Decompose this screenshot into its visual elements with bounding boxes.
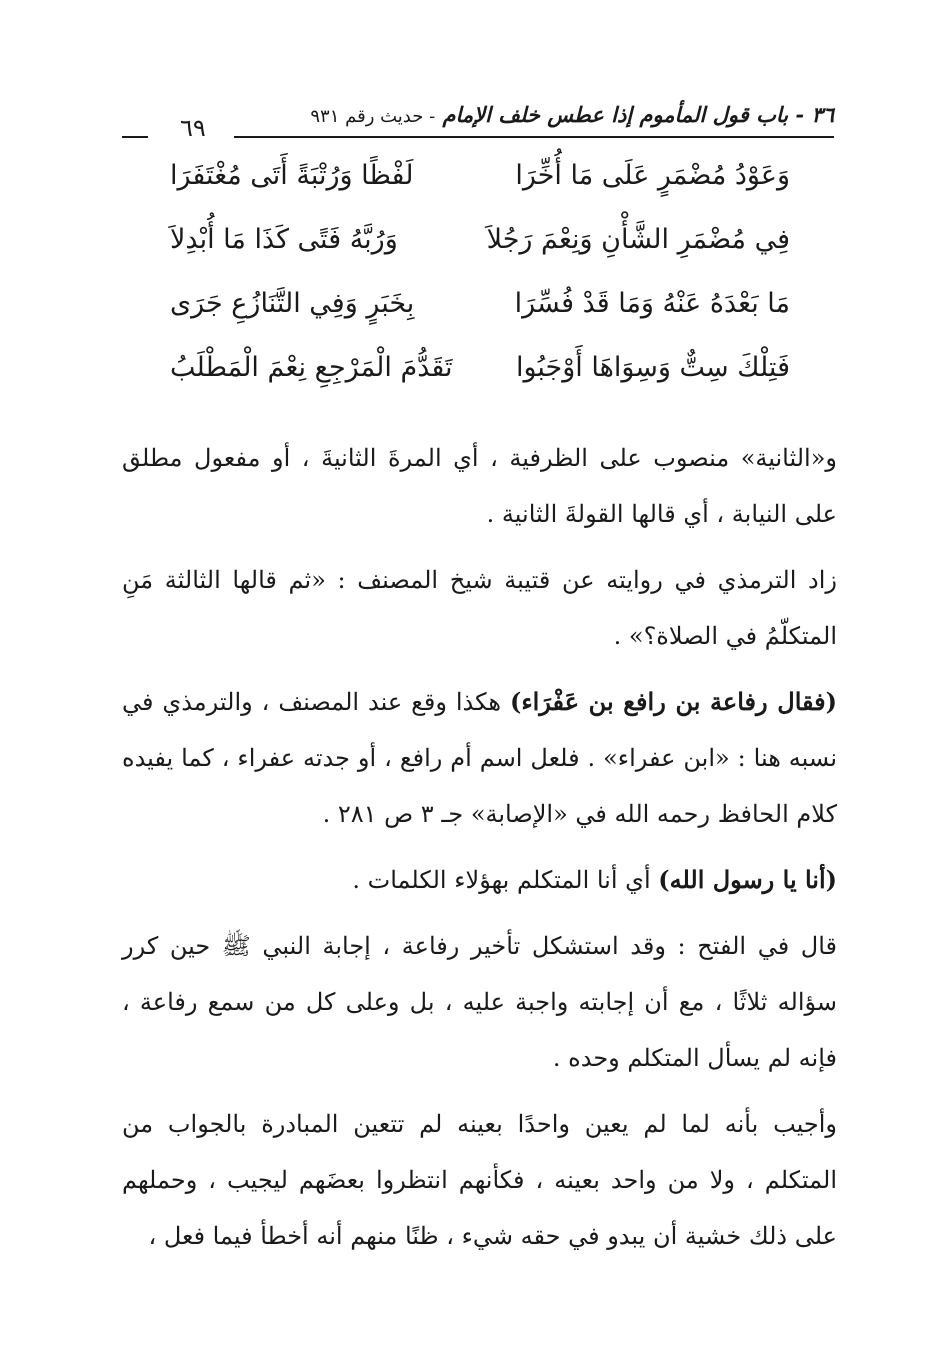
header-rule (234, 136, 834, 138)
hadith-number: - حديث رقم ٩٣١ (310, 106, 436, 127)
quoted-phrase: (أنا يا رسول الله) (658, 865, 837, 894)
chapter-title: ٣٦ - باب قول المأموم إذا عطس خلف الإمام (442, 102, 834, 127)
second-hemistich: وَرُبَّهُ فَتًى كَذَا مَا أُبْدِلاَ (170, 224, 398, 255)
paragraph: قال في الفتح : وقد استشكل تأخير رفاعة ، إجابة النبي ﷺ حين كرر سؤاله ثلاثًا ، مع أن إجابته واجبة عليه ، بل وعلى كل من سمع رفاعة ، فإنه لم يسأل المتكلم وحده . (122, 932, 837, 1072)
second-hemistich: لَفْظًا وَرُتْبَةً أَتَى مُغْتَفَرَا (170, 160, 414, 191)
paragraph: زاد الترمذي في روايته عن قتيبة شيخ المصنف : «ثم قالها الثالثة مَنِ المتكلّمُ في الصلاة؟» . (122, 566, 837, 650)
first-hemistich: مَا بَعْدَهُ عَنْهُ وَمَا قَدْ فُسِّرَا (514, 288, 790, 319)
poem (170, 160, 790, 416)
chapter-heading (310, 102, 834, 127)
page-number: ٦٩ (180, 114, 206, 142)
paragraph (122, 852, 837, 908)
poem-verse (170, 352, 790, 416)
poem-verse (170, 224, 790, 288)
paragraph (122, 674, 837, 842)
commentary-text: هكذا وقع عند المصنف ، والترمذي في نسبه هنا : «ابن عفراء» . فلعل اسم أم رافع ، أو جدته عفراء ، كما يفيده كلام الحافظ رحمه الله في «الإصابة» جـ ٣ ص ٢٨١ . (122, 688, 837, 828)
first-hemistich: فَتِلْكَ سِتٌّ وَسِوَاهَا أَوْجَبُوا (515, 352, 790, 383)
quoted-phrase: (فقال رفاعة بن رافع بن عَفْرَاء) (510, 687, 838, 716)
paragraph: وأجيب بأنه لما لم يعين واحدًا بعينه لم تتعين المبادرة بالجواب من المتكلم ، ولا من واحد بعينه ، فكأنهم انتظروا بعضَهم ليجيب ، وحملهم على ذلك خشية أن يبدو في حقه شيء ، ظنًا منهم أنه أخطأ فيما فعل ، (122, 1110, 837, 1250)
poem-verse (170, 288, 790, 352)
poem-verse (170, 160, 790, 224)
second-hemistich: بِخَبَرٍ وَفِي التَّنَازُعِ جَرَى (170, 288, 415, 319)
commentary-text: أي أنا المتكلم بهؤلاء الكلمات . (352, 866, 659, 894)
first-hemistich: فِي مُضْمَرِ الشَّأْنِ وَنِعْمَ رَجُلاَ (486, 224, 790, 255)
page-header (122, 96, 834, 140)
first-hemistich: وَعَوْدُ مُضْمَرٍ عَلَى مَا أُخِّرَا (515, 160, 790, 191)
body-text (122, 430, 837, 1274)
second-hemistich: تَقَدُّمَ الْمَرْجِعِ نِعْمَ الْمَطْلَبُ (170, 352, 453, 383)
header-rule-short (122, 136, 148, 138)
paragraph: و«الثانية» منصوب على الظرفية ، أي المرةَ الثانيةَ ، أو مفعول مطلق على النيابة ، أي قالها القولةَ الثانية . (122, 444, 837, 528)
